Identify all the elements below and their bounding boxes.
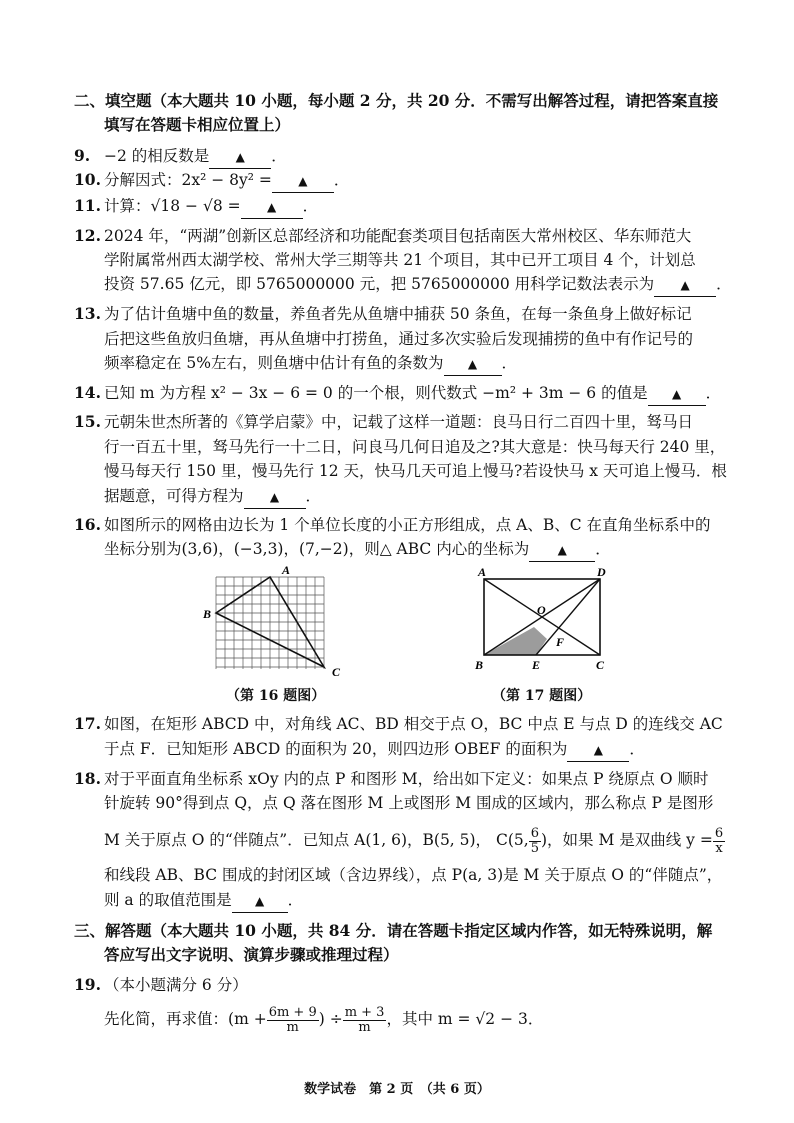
point-label-e: E [532, 658, 541, 672]
fraction-denominator: x [715, 840, 723, 856]
question-text: 2024 年，“两湖”创新区总部经济和功能配套类项目包括南医大常州校区、华东师范大 [104, 227, 692, 245]
question-number: 13. [74, 304, 101, 323]
answer-blank [272, 169, 334, 193]
question-12-line3 [104, 273, 732, 297]
question-14 [74, 382, 721, 406]
fraction-denominator: 5 [530, 840, 539, 856]
question-number: 14. [74, 383, 101, 402]
question-11 [74, 195, 318, 219]
answer-blank [648, 382, 706, 406]
question-end: ． [595, 540, 611, 558]
expression-part: ，其中 m = √2 − 3． [386, 1010, 544, 1028]
question-text: 先化简，再求值： [104, 1010, 229, 1028]
answer-blank [232, 889, 288, 913]
answer-blank [654, 273, 716, 297]
question-15-line2: 行一百五十里，驽马先行一十二日，问良马几何日追及之?其大意是：快马每天行 240 里， [104, 438, 726, 456]
question-18 [74, 768, 709, 790]
blank-triangle-icon: ▲ [557, 543, 567, 557]
fraction-denominator: m [358, 1019, 371, 1035]
fraction-numerator: 6 [714, 825, 724, 841]
section2-heading: 二、填空题（本大题共 10 小题，每小题 2 分，共 20 分．不需写出解答过程，请把答案直接 [74, 91, 719, 110]
figure-16-grid-triangle [198, 565, 348, 680]
question-text: 元朝朱世杰所著的《算学启蒙》中，记载了这样一道题：良马日行二百四十里，驽马日 [104, 413, 694, 431]
question-text: 则 a 的取值范围是 [104, 891, 232, 909]
answer-blank [244, 485, 306, 509]
question-18-line5 [104, 889, 303, 913]
question-text: 频率稳定在 5%左右，则鱼塘中估计有鱼的条数为 [104, 354, 444, 372]
question-number: 12. [74, 226, 101, 245]
point-label-o: O [537, 603, 546, 617]
question-number: 19. [74, 975, 101, 994]
blank-triangle-icon: ▲ [467, 357, 478, 371]
blank-triangle-icon: ▲ [593, 743, 603, 757]
question-19-expression [104, 1000, 543, 1038]
question-10 [74, 169, 349, 193]
question-end: ． [305, 487, 322, 505]
blank-triangle-icon: ▲ [235, 150, 245, 164]
question-text: 计算：√18 − √8 = [104, 197, 241, 215]
fraction-denominator: m [286, 1019, 299, 1035]
blank-triangle-icon: ▲ [298, 174, 308, 188]
question-16 [74, 514, 711, 536]
question-text: 坐标分别为(3,6)，(−3,3)，(7,−2)，则△ ABC 内心的坐标为 [104, 540, 530, 558]
point-label-a: A [478, 565, 487, 579]
answer-blank [444, 352, 502, 376]
fraction-six-over-x [713, 827, 725, 856]
question-text: 已知 m 为方程 x² − 3x − 6 = 0 的一个根，则代数式 −m² + 3m − 6 的值是 [104, 384, 648, 402]
point-label-d: D [597, 565, 606, 579]
answer-blank [567, 738, 629, 762]
question-end: ． [287, 891, 304, 909]
question-number: 11. [74, 196, 101, 215]
section3-heading: 三、解答题（本大题共 10 小题，共 84 分．请在答题卡指定区域内作答，如无特殊说明，解 [74, 921, 713, 940]
question-13-line3 [104, 352, 517, 376]
fraction-m-plus-3-over-m [343, 1006, 387, 1035]
question-number: 16. [74, 515, 101, 534]
question-end: ． [705, 384, 722, 402]
page-footer: 数学试卷 第 2 页 （共 6 页） [304, 1082, 490, 1097]
fraction-numerator: 6 [530, 825, 539, 841]
answer-blank [529, 538, 595, 562]
question-text: 据题意，可得方程为 [104, 487, 244, 505]
question-end: ． [501, 354, 518, 372]
question-13 [74, 303, 692, 325]
point-label-a: A [282, 565, 291, 577]
question-text: )，如果 M 是双曲线 y = [540, 831, 713, 849]
fraction-numerator: 6m + 9 [268, 1004, 317, 1020]
question-number: 18. [74, 769, 101, 788]
blank-triangle-icon: ▲ [269, 490, 280, 504]
question-score: （本小题满分 6 分） [104, 976, 248, 994]
question-18-line3 [104, 822, 725, 858]
question-number: 10. [74, 170, 101, 189]
figure-17-rectangle [470, 565, 620, 680]
section2-heading-cont: 填写在答题卡相应位置上） [104, 115, 291, 134]
point-label-c: C [332, 665, 341, 679]
question-12 [74, 225, 691, 247]
question-end: ． [716, 275, 732, 293]
figure-16-caption: （第 16 题图） [226, 688, 326, 704]
point-label-c: C [596, 658, 605, 672]
question-text: M 关于原点 O 的“伴随点”．已知点 A(1, 6)，B(5, 5)， C(5, [104, 831, 529, 849]
question-number: 9. [74, 146, 91, 165]
fraction-numerator: m + 3 [344, 1004, 385, 1020]
question-15 [74, 411, 693, 433]
question-18-line4: 和线段 AB、BC 围成的封闭区域（含边界线），点 P(a, 3)是 M 关于原点 O 的“伴随点”， [104, 866, 723, 884]
question-13-line2: 后把这些鱼放归鱼塘，再从鱼塘中打捞鱼，通过多次实验后发现捕捞的鱼中有作记号的 [104, 330, 694, 348]
answer-blank [241, 195, 303, 219]
question-15-line3: 慢马每天行 150 里，慢马先行 12 天，快马几天可追上慢马?若设快马 x 天可追上慢马．根 [104, 462, 727, 480]
point-label-b: B [203, 607, 212, 621]
question-12-line2: 学附属常州西太湖学校、常州大学三期等共 21 个项目，其中已开工项目 4 个，计划总 [104, 251, 696, 269]
question-text: −2 的相反数是 [104, 147, 210, 165]
blank-triangle-icon: ▲ [671, 387, 682, 401]
answer-blank [209, 145, 271, 169]
question-18-line2: 针旋转 90°得到点 Q，点 Q 落在图形 M 上或图形 M 围成的区域内，那么称点 P 是图形 [104, 794, 714, 812]
question-text: 于点 F．已知矩形 ABCD 的面积为 20，则四边形 OBEF 的面积为 [104, 740, 568, 758]
blank-triangle-icon: ▲ [680, 278, 690, 292]
question-text: 对于平面直角坐标系 xOy 内的点 P 和图形 M，给出如下定义：如果点 P 绕原点 O 顺时 [104, 770, 709, 788]
figure-17-caption: （第 17 题图） [492, 688, 592, 704]
question-9 [74, 145, 287, 169]
question-number: 15. [74, 412, 101, 431]
section3-heading-cont: 答应写出文字说明、演算步骤或推理过程） [104, 945, 399, 964]
blank-triangle-icon: ▲ [254, 894, 265, 908]
blank-triangle-icon: ▲ [266, 200, 277, 214]
question-17-line2 [104, 738, 645, 762]
question-15-line4 [104, 485, 321, 509]
question-number: 17. [74, 714, 101, 733]
question-text: 如图，在矩形 ABCD 中，对角线 AC、BD 相交于点 O，BC 中点 E 与点 D 的连线交 AC [104, 715, 723, 733]
expression-part: ) ÷ [318, 1010, 343, 1028]
question-end: ． [302, 197, 319, 215]
fraction-6m-plus-9-over-m [267, 1006, 319, 1035]
point-label-f: F [556, 635, 565, 649]
question-end: ． [271, 147, 287, 165]
question-text: 如图所示的网格由边长为 1 个单位长度的小正方形组成，点 A、B、C 在直角坐标系中的 [104, 516, 711, 534]
question-text: 投资 57.65 亿元，即 5765000000 元，把 5765000000 用科学记数法表示为 [104, 275, 655, 293]
point-label-b: B [475, 658, 484, 672]
question-end: ． [629, 740, 645, 758]
question-text: 分解因式：2x² − 8y² = [104, 171, 272, 189]
question-19 [74, 974, 248, 996]
question-text: 为了估计鱼塘中鱼的数量，养鱼者先从鱼塘中捕获 50 条鱼，在每一条鱼身上做好标记 [104, 305, 692, 323]
shaded-quadrilateral-obef [484, 627, 547, 655]
expression-part: (m + [228, 1010, 267, 1028]
question-17 [74, 713, 723, 735]
question-end: ． [333, 171, 350, 189]
fraction-six-fifths [529, 827, 541, 856]
question-16-line2 [104, 538, 611, 562]
